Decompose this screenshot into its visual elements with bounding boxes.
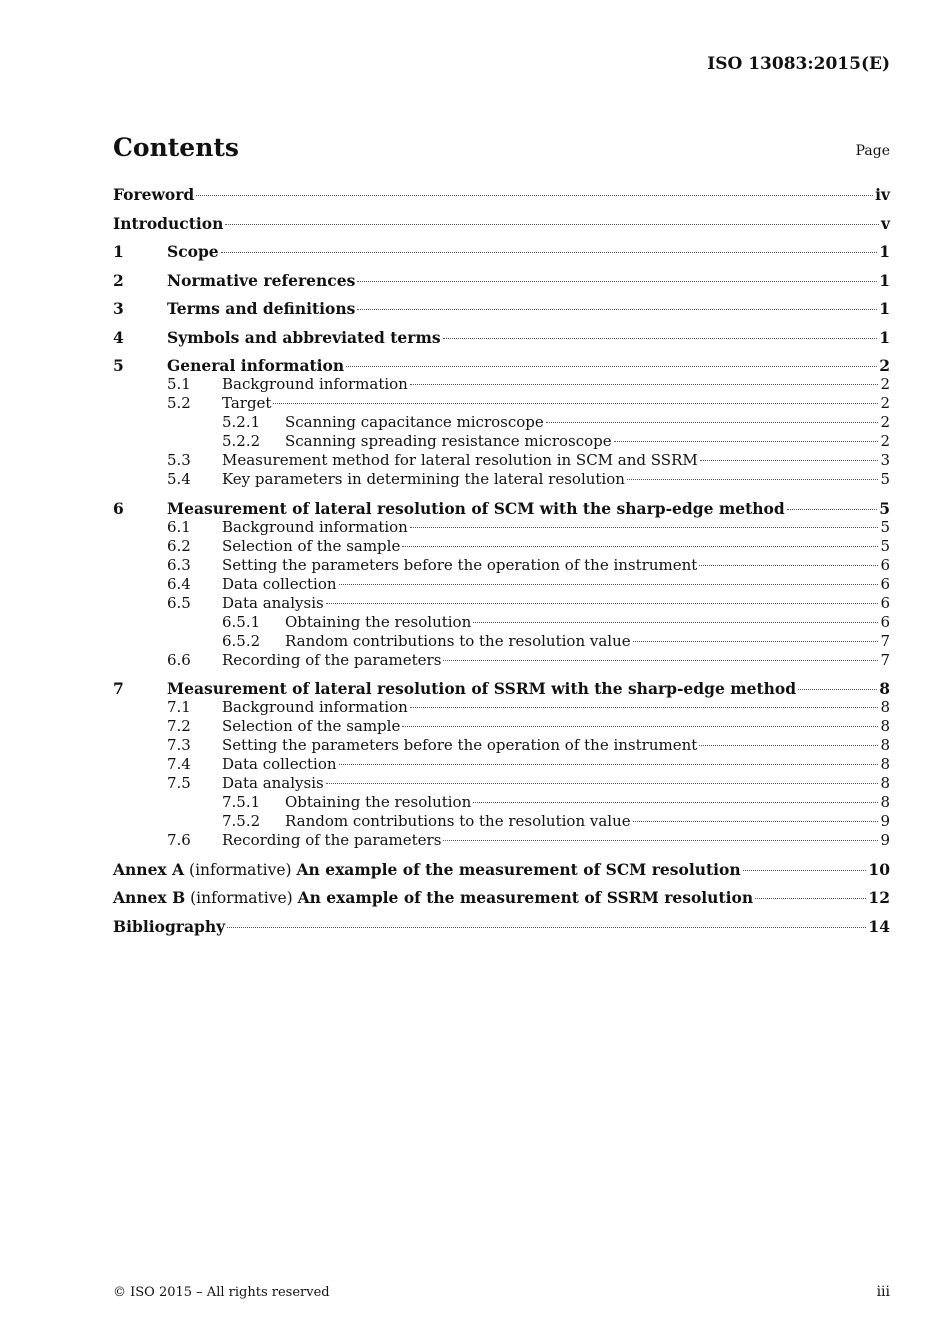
- toc-entry-page: 8: [880, 736, 890, 754]
- toc-entry-title: Measurement method for lateral resolution in SCM and SSRM: [222, 451, 698, 469]
- dot-leader: [273, 403, 878, 404]
- toc-entry-number: 5: [113, 356, 124, 375]
- toc-entry[interactable]: [113, 432, 890, 451]
- dot-leader: [546, 422, 879, 423]
- dot-leader: [443, 338, 878, 339]
- dot-leader: [633, 821, 879, 822]
- document-id: ISO 13083:2015(E): [707, 54, 890, 74]
- toc-entry-title: Introduction: [113, 213, 224, 233]
- toc-entry[interactable]: [113, 356, 890, 375]
- toc-entry-page: 1: [879, 327, 890, 347]
- annex-note: (informative): [184, 860, 297, 879]
- toc-entry-number: 6.4: [167, 574, 191, 593]
- dot-leader: [787, 509, 878, 510]
- toc-entry-title: Symbols and abbreviated terms: [167, 327, 441, 347]
- toc-entry-number: 7: [113, 679, 124, 698]
- toc-entry[interactable]: [113, 328, 890, 347]
- toc-entry[interactable]: [113, 394, 890, 413]
- toc-entry[interactable]: [113, 812, 890, 831]
- dot-leader: [357, 309, 877, 310]
- toc-entry[interactable]: [113, 888, 890, 907]
- toc-entry[interactable]: [113, 831, 890, 850]
- dot-leader: [402, 546, 878, 547]
- toc-entry-page: 8: [880, 755, 890, 773]
- toc-entry-page: 6: [880, 555, 890, 574]
- toc-entry[interactable]: [113, 793, 890, 812]
- toc-entry-page: iv: [875, 185, 890, 204]
- toc-entry-page: 12: [868, 888, 890, 907]
- toc-entry-title: Bibliography: [113, 916, 226, 936]
- dot-leader: [357, 281, 877, 282]
- toc-entry-number: 6.5.1: [222, 612, 261, 631]
- toc-entry-number: 6.5.2: [222, 631, 261, 650]
- toc-entry[interactable]: [113, 185, 890, 204]
- dot-leader: [699, 565, 878, 566]
- toc-entry-number: 7.1: [167, 698, 191, 716]
- toc-entry-number: 4: [113, 327, 124, 347]
- dot-leader: [798, 689, 877, 690]
- toc-entry[interactable]: [113, 242, 890, 261]
- toc-entry[interactable]: [113, 518, 890, 537]
- toc-entry-number: 5.3: [167, 451, 191, 469]
- dot-leader: [410, 527, 879, 528]
- toc-entry[interactable]: [113, 651, 890, 670]
- dot-leader: [443, 840, 878, 841]
- annex-note: (informative): [185, 889, 298, 907]
- toc-entry[interactable]: [113, 860, 890, 879]
- toc-entry[interactable]: [113, 451, 890, 470]
- toc-entry-page: 1: [879, 270, 890, 290]
- toc-entry-page: 2: [880, 375, 890, 393]
- toc-entry-number: 7.5.1: [222, 793, 261, 811]
- toc-entry-title: Setting the parameters before the operation of the instrument: [222, 555, 698, 574]
- toc-entry-number: 6.6: [167, 650, 191, 669]
- toc-entry-title: Recording of the parameters: [222, 650, 442, 669]
- toc-entry-title: Target: [222, 394, 272, 412]
- toc-entry-number: 6.5: [167, 593, 191, 612]
- toc-entry-title: Random contributions to the resolution value: [285, 812, 631, 830]
- toc-entry-page: 8: [880, 793, 890, 811]
- toc-entry-number: 3: [113, 299, 124, 318]
- toc-entry-page: 8: [880, 717, 890, 735]
- toc-entry-title: [113, 860, 741, 880]
- dot-leader: [346, 366, 877, 367]
- toc-entry-page: v: [880, 213, 890, 233]
- toc-entry[interactable]: [113, 632, 890, 651]
- toc-entry-number: 5.2: [167, 394, 191, 412]
- toc-entry-title: Measurement of lateral resolution of SCM with the sharp-edge method: [167, 498, 785, 518]
- toc-entry[interactable]: [113, 499, 890, 518]
- toc-entry-page: 5: [880, 470, 890, 488]
- dot-leader: [410, 707, 879, 708]
- toc-entry[interactable]: [113, 271, 890, 290]
- toc-entry-title: Data analysis: [222, 593, 324, 612]
- toc-entry-page: 9: [880, 831, 890, 849]
- toc-entry-number: 5.2.2: [222, 432, 261, 450]
- toc-entry[interactable]: [113, 613, 890, 632]
- dot-leader: [473, 622, 878, 623]
- toc-entry-title: Data analysis: [222, 774, 324, 792]
- toc-entry-title: Recording of the parameters: [222, 831, 442, 849]
- toc-entry-page: 8: [879, 679, 890, 698]
- toc-entry[interactable]: [113, 470, 890, 489]
- toc-entry-page: 6: [880, 574, 890, 593]
- dot-leader: [339, 764, 879, 765]
- annex-label: Annex B: [113, 888, 186, 907]
- dot-leader: [755, 898, 866, 899]
- toc-entry-number: 5.4: [167, 470, 191, 488]
- toc-entry-title: Normative references: [167, 270, 356, 290]
- toc-entry-number: 7.3: [167, 736, 191, 754]
- annex-label: Annex A: [113, 859, 185, 879]
- dot-leader: [227, 927, 866, 928]
- toc-entry-page: 5: [880, 517, 890, 536]
- table-of-contents: [113, 185, 890, 936]
- toc-entry-page: 8: [880, 698, 890, 716]
- toc-entry-page: 2: [879, 356, 890, 375]
- toc-entry-page: 5: [879, 498, 890, 518]
- toc-entry-page: 9: [880, 812, 890, 830]
- toc-entry-number: 7.5.2: [222, 812, 261, 830]
- toc-entry[interactable]: [113, 413, 890, 432]
- toc-entry-page: 2: [880, 394, 890, 412]
- contents-title: Contents: [113, 133, 240, 162]
- toc-entry-number: 5.2.1: [222, 413, 261, 431]
- toc-entry-page: 1: [879, 299, 890, 318]
- toc-entry-title: Measurement of lateral resolution of SSRM with the sharp-edge method: [167, 679, 797, 698]
- page-number: iii: [876, 1284, 890, 1300]
- toc-entry[interactable]: [113, 214, 890, 233]
- toc-entry-number: 5.1: [167, 375, 191, 393]
- dot-leader: [743, 870, 867, 871]
- toc-entry-title: Scanning spreading resistance microscope: [285, 432, 612, 450]
- toc-entry-page: 1: [879, 242, 890, 261]
- toc-entry-title: Selection of the sample: [222, 536, 401, 555]
- toc-entry[interactable]: [113, 299, 890, 318]
- toc-entry[interactable]: [113, 375, 890, 394]
- dot-leader: [225, 224, 879, 225]
- toc-entry-title: Random contributions to the resolution value: [285, 631, 631, 650]
- toc-entry-number: 6.3: [167, 555, 191, 574]
- toc-entry[interactable]: [113, 575, 890, 594]
- dot-leader: [700, 460, 879, 461]
- toc-entry-title: General information: [167, 356, 345, 375]
- dot-leader: [326, 603, 879, 604]
- toc-entry-title: Background information: [222, 698, 408, 716]
- toc-entry-title: Selection of the sample: [222, 717, 401, 735]
- dot-leader: [443, 660, 878, 661]
- toc-entry-title: Key parameters in determining the lateral resolution: [222, 470, 625, 488]
- copyright-notice: © ISO 2015 – All rights reserved: [113, 1285, 330, 1300]
- toc-entry-title: Obtaining the resolution: [285, 612, 472, 631]
- dot-leader: [326, 783, 879, 784]
- toc-entry[interactable]: [113, 537, 890, 556]
- toc-entry-number: 7.4: [167, 755, 191, 773]
- toc-entry-number: 6.2: [167, 536, 191, 555]
- toc-entry-number: 7.2: [167, 717, 191, 735]
- toc-entry-number: 1: [113, 242, 124, 261]
- toc-entry-title: Scope: [167, 242, 219, 261]
- toc-entry-page: 2: [880, 413, 890, 431]
- toc-entry-page: 6: [880, 593, 890, 612]
- toc-entry-number: 2: [113, 270, 124, 290]
- toc-entry[interactable]: [113, 679, 890, 698]
- toc-entry-title: Foreword: [113, 185, 195, 204]
- toc-entry-page: 6: [880, 612, 890, 631]
- toc-entry-page: 3: [880, 451, 890, 469]
- toc-entry-number: 6: [113, 498, 124, 518]
- toc-entry[interactable]: [113, 594, 890, 613]
- toc-entry-title: [113, 888, 753, 908]
- toc-entry[interactable]: [113, 917, 890, 936]
- dot-leader: [410, 384, 879, 385]
- toc-entry-number: 7.5: [167, 774, 191, 792]
- annex-title: An example of the measurement of SCM resolution: [296, 859, 741, 879]
- page-column-label: Page: [855, 143, 890, 159]
- toc-entry[interactable]: [113, 717, 890, 736]
- toc-entry-title: Obtaining the resolution: [285, 793, 472, 811]
- toc-entry-title: Background information: [222, 375, 408, 393]
- toc-entry-title: Terms and definitions: [167, 299, 356, 318]
- toc-entry-page: 8: [880, 774, 890, 792]
- toc-entry-title: Background information: [222, 517, 408, 536]
- toc-entry[interactable]: [113, 755, 890, 774]
- toc-entry[interactable]: [113, 736, 890, 755]
- toc-entry-title: Data collection: [222, 755, 337, 773]
- toc-entry-title: Scanning capacitance microscope: [285, 413, 544, 431]
- dot-leader: [614, 441, 879, 442]
- toc-entry-title: Data collection: [222, 574, 337, 593]
- toc-entry-number: 7.6: [167, 831, 191, 849]
- dot-leader: [633, 641, 879, 642]
- toc-entry[interactable]: [113, 556, 890, 575]
- toc-entry-page: 7: [880, 650, 890, 669]
- dot-leader: [221, 252, 878, 253]
- toc-entry-page: 10: [868, 859, 890, 879]
- dot-leader: [339, 584, 879, 585]
- toc-entry-page: 14: [868, 916, 890, 936]
- dot-leader: [402, 726, 878, 727]
- toc-entry-title: Setting the parameters before the operation of the instrument: [222, 736, 698, 754]
- toc-entry[interactable]: [113, 698, 890, 717]
- dot-leader: [627, 479, 879, 480]
- dot-leader: [196, 195, 873, 196]
- toc-entry-page: 5: [880, 536, 890, 555]
- dot-leader: [473, 802, 878, 803]
- toc-entry[interactable]: [113, 774, 890, 793]
- dot-leader: [699, 745, 878, 746]
- toc-entry-page: 7: [880, 631, 890, 650]
- annex-title: An example of the measurement of SSRM resolution: [297, 888, 754, 907]
- toc-entry-number: 6.1: [167, 517, 191, 536]
- toc-entry-page: 2: [880, 432, 890, 450]
